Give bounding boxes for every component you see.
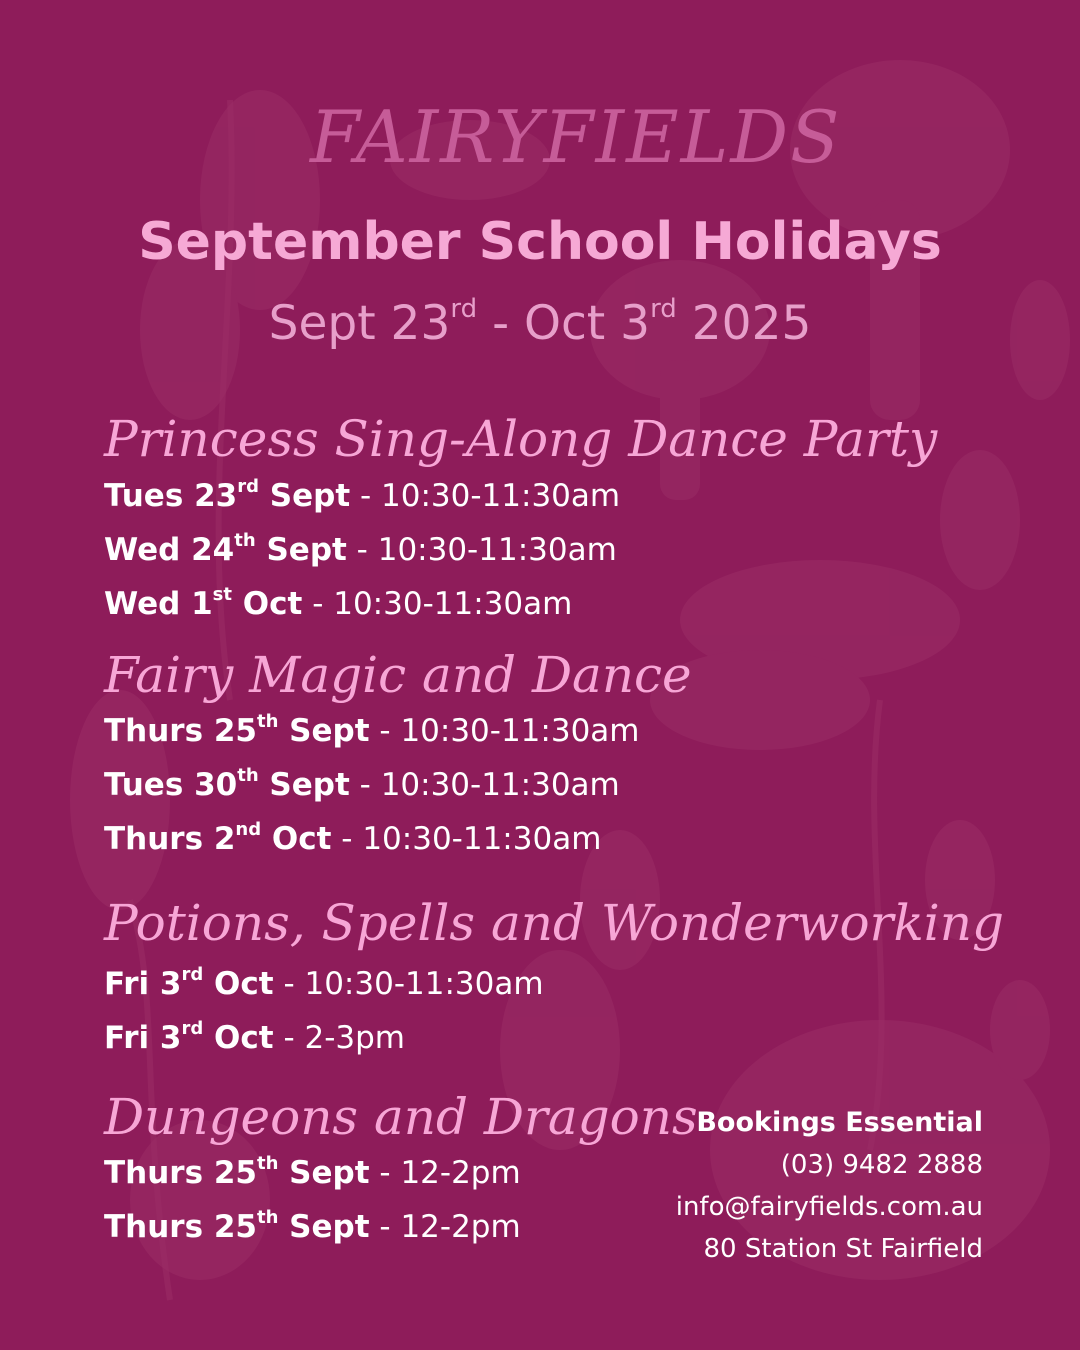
session-item bbox=[104, 966, 544, 1002]
session-day: Fri 3 bbox=[104, 966, 182, 1002]
session-day-suffix: th bbox=[256, 1207, 279, 1228]
session-time: - 10:30-11:30am bbox=[369, 713, 640, 749]
email-address[interactable]: info@fairyfields.com.au bbox=[675, 1192, 983, 1222]
session-day: Wed 24 bbox=[104, 532, 235, 568]
session-time: - 10:30-11:30am bbox=[302, 586, 573, 622]
session-month: Sept bbox=[255, 532, 347, 568]
session-month: Sept bbox=[258, 478, 351, 514]
session-day-suffix: rd bbox=[181, 964, 204, 985]
date-start-suffix: rd bbox=[450, 294, 478, 324]
page-title: September School Holidays bbox=[138, 212, 942, 272]
session-day: Thurs 25 bbox=[104, 1209, 257, 1245]
date-end: Oct 3 bbox=[523, 296, 651, 351]
session-item bbox=[104, 1155, 521, 1191]
session-day-suffix: th bbox=[256, 1153, 279, 1174]
session-day: Thurs 25 bbox=[104, 1155, 257, 1191]
session-month: Sept bbox=[258, 767, 350, 803]
session-time: - 10:30-11:30am bbox=[273, 966, 544, 1002]
date-separator: - bbox=[477, 296, 524, 351]
session-time: - 10:30-11:30am bbox=[349, 767, 620, 803]
session-item bbox=[104, 478, 620, 514]
fairyfields-logo bbox=[310, 82, 842, 192]
session-day-suffix: rd bbox=[237, 476, 259, 497]
event-title-potions: Potions, Spells and Wonderworking bbox=[104, 894, 1004, 952]
date-end-suffix: rd bbox=[650, 294, 677, 324]
session-day: Thurs 25 bbox=[104, 713, 257, 749]
session-item bbox=[104, 1209, 521, 1245]
session-day-suffix: th bbox=[237, 765, 259, 786]
session-day-suffix: rd bbox=[181, 1018, 204, 1039]
session-time: - 12-2pm bbox=[369, 1155, 521, 1191]
session-month: Oct bbox=[203, 966, 274, 1002]
contact-block bbox=[676, 1102, 983, 1270]
session-month: Oct bbox=[232, 586, 303, 622]
date-range bbox=[0, 296, 1080, 351]
session-day: Tues 30 bbox=[104, 767, 238, 803]
session-day-suffix: st bbox=[212, 584, 232, 605]
session-month: Sept bbox=[278, 713, 370, 749]
session-time: - 10:30-11:30am bbox=[346, 532, 617, 568]
session-day-suffix: th bbox=[234, 530, 256, 551]
session-item bbox=[104, 1020, 405, 1056]
session-time: - 2-3pm bbox=[273, 1020, 405, 1056]
session-item bbox=[104, 586, 572, 622]
session-item bbox=[104, 713, 640, 749]
date-start: Sept 23 bbox=[268, 296, 451, 351]
session-item bbox=[104, 532, 617, 568]
session-month: Oct bbox=[261, 821, 332, 857]
session-day-suffix: nd bbox=[235, 819, 262, 840]
session-time: - 12-2pm bbox=[369, 1209, 521, 1245]
session-day: Fri 3 bbox=[104, 1020, 182, 1056]
session-day: Wed 1 bbox=[104, 586, 213, 622]
session-day: Tues 23 bbox=[104, 478, 238, 514]
session-item bbox=[104, 821, 601, 857]
event-title-princess: Princess Sing-Along Dance Party bbox=[104, 410, 938, 468]
bookings-note: Bookings Essential bbox=[696, 1107, 983, 1138]
session-time: - 10:30-11:30am bbox=[331, 821, 602, 857]
street-address: 80 Station St Fairfield bbox=[703, 1234, 983, 1264]
session-month: Oct bbox=[203, 1020, 274, 1056]
session-day-suffix: th bbox=[256, 711, 279, 732]
date-year: 2025 bbox=[676, 296, 812, 351]
event-title-dungeons: Dungeons and Dragons bbox=[104, 1088, 698, 1146]
session-time: - 10:30-11:30am bbox=[350, 478, 621, 514]
session-month: Sept bbox=[278, 1209, 370, 1245]
session-day: Thurs 2 bbox=[104, 821, 236, 857]
logo-wordmark: FAIRYFIELDS bbox=[310, 95, 842, 179]
event-title-fairy-magic: Fairy Magic and Dance bbox=[104, 646, 692, 704]
session-month: Sept bbox=[278, 1155, 370, 1191]
phone-number[interactable]: (03) 9482 2888 bbox=[780, 1150, 983, 1180]
session-item bbox=[104, 767, 620, 803]
